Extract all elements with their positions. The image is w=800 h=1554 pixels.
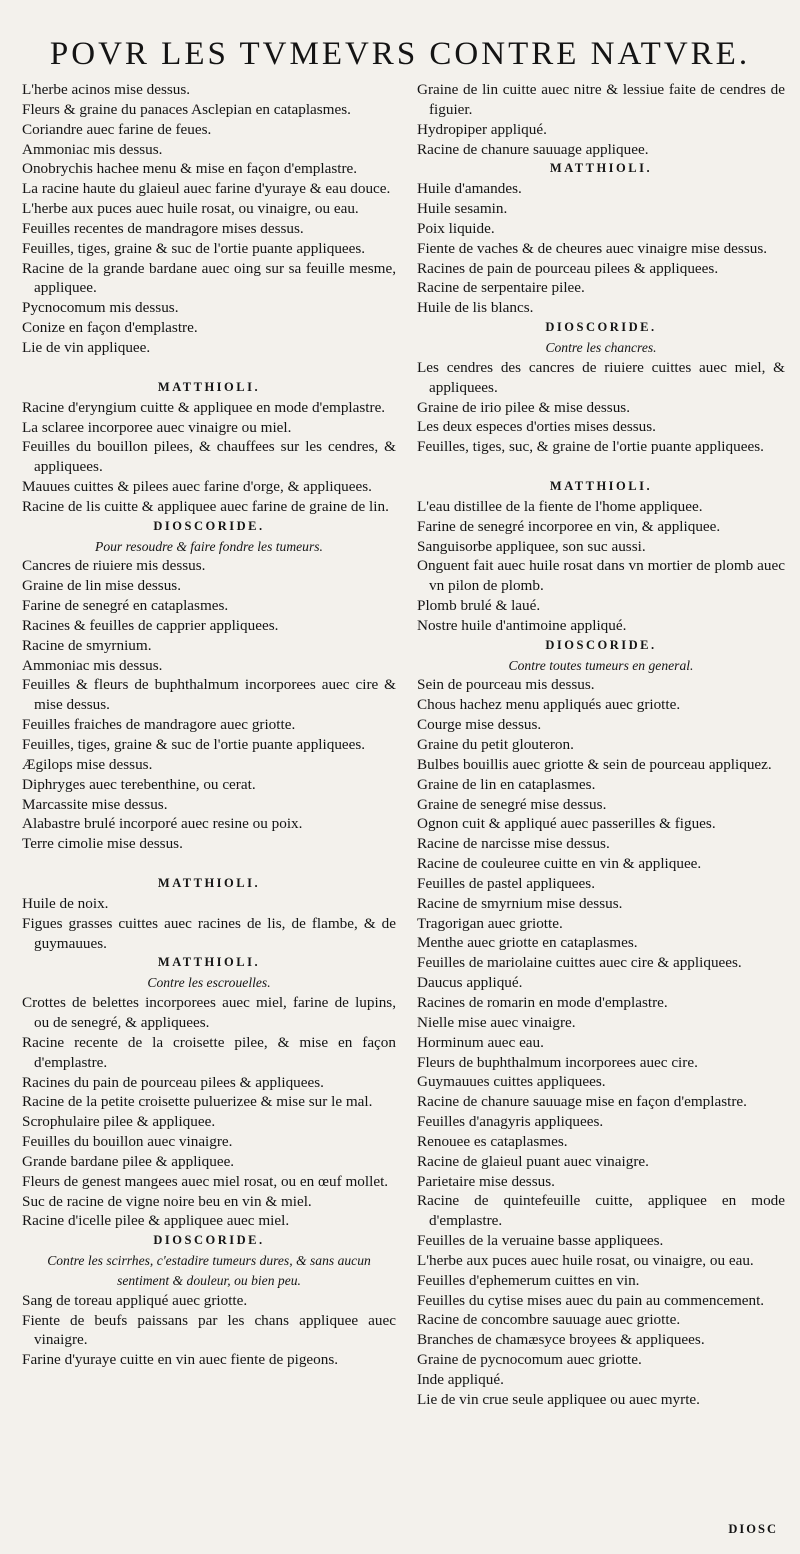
remedy-entry: Menthe auec griotte en cataplasmes. (417, 934, 638, 952)
section-heading: DIOSCORIDE. (153, 1233, 265, 1248)
remedy-entry: Alabastre brulé incorporé auec resine ou poix. (22, 815, 303, 833)
remedy-entry: Huile sesamin. (417, 200, 508, 218)
remedy-entry: Huile d'amandes. (417, 180, 522, 198)
remedy-entry: Graine de lin en cataplasmes. (417, 775, 596, 793)
remedy-entry: Ognon cuit & appliqué auec passerilles & figues. (417, 815, 716, 833)
remedy-entry: Racine de concombre sauuage auec griotte. (417, 1311, 681, 1329)
remedy-entry: Cancres de riuiere mis dessus. (22, 557, 206, 575)
remedy-entry: Racine de chanure sauuage mise en façon d'emplastre. (417, 1093, 747, 1111)
remedy-entry: Feuilles du bouillon pilees, & chauffees sur les cendres, & appliquees. (22, 438, 396, 476)
remedy-entry: Feuilles, tiges, suc, & graine de l'ortie puante appliquees. (417, 438, 764, 456)
remedy-entry: Les deux especes d'orties mises dessus. (417, 418, 656, 436)
section-gap (22, 854, 396, 874)
remedy-entry: Huile de lis blancs. (417, 299, 534, 317)
remedy-entry: Scrophulaire pilee & appliquee. (22, 1113, 216, 1131)
remedy-entry: Inde appliqué. (417, 1371, 504, 1388)
remedy-entry: Nostre huile d'antimoine appliqué. (417, 616, 627, 634)
section-subtitle: Pour resoudre & faire fondre les tumeurs. (95, 538, 323, 554)
remedy-entry: L'herbe aux puces auec huile rosat, ou vinaigre, ou eau. (22, 200, 359, 218)
remedy-entry: Graine de pycnocomum auec griotte. (417, 1351, 642, 1369)
remedy-entry: Racine d'eryngium cuitte & appliquee en mode d'emplastre. (22, 398, 386, 416)
remedy-entry: Huile de noix. (22, 894, 109, 912)
remedy-entry: Les cendres des cancres de riuiere cuittes auec miel, & appliquees. (417, 358, 785, 396)
remedy-entry: Sang de toreau appliqué auec griotte. (22, 1291, 248, 1309)
remedy-entry: Lie de vin appliquee. (22, 338, 151, 356)
remedy-entry: Marcassite mise dessus. (22, 795, 168, 813)
remedy-entry: Ammoniac mis dessus. (22, 656, 163, 674)
section-gap (417, 457, 785, 477)
remedy-entry: Figues grasses cuittes auec racines de lis, de flambe, & de guymauues. (22, 914, 396, 952)
remedy-entry: Racines & feuilles de capprier appliquees. (22, 616, 279, 634)
remedy-entry: Racine de smyrnium mise dessus. (417, 894, 623, 912)
section-subtitle: Contre les escrouelles. (147, 975, 271, 991)
catchword: DIOSC (728, 1522, 778, 1536)
section-heading: MATTHIOLI. (157, 955, 261, 970)
left-column (22, 80, 396, 1370)
remedy-entry: Racines du pain de pourceau pilees & appliquees. (22, 1073, 324, 1091)
remedy-entry: Farine de senegré en cataplasmes. (22, 597, 229, 615)
remedy-entry: Racine de glaieul puant auec vinaigre. (417, 1152, 649, 1170)
remedy-entry: Ammoniac mis dessus. (22, 140, 163, 158)
remedy-entry: Feuilles d'anagyris appliquees. (417, 1113, 604, 1131)
remedy-entry: L'eau distillee de la fiente de l'home appliquee. (417, 497, 703, 515)
section-heading: MATTHIOLI. (157, 379, 261, 394)
remedy-entry: Nielle mise auec vinaigre. (417, 1013, 576, 1031)
remedy-entry: Bulbes bouillis auec griotte & sein de pourceau appliquez. (417, 755, 772, 773)
remedy-entry: Tragorigan auec griotte. (417, 914, 563, 932)
remedy-entry: Racine d'icelle pilee & appliquee auec miel. (22, 1212, 290, 1230)
remedy-entry: Graine de lin mise dessus. (22, 577, 182, 595)
section-heading: MATTHIOLI. (549, 161, 653, 176)
section-gap (22, 358, 396, 378)
remedy-entry: Conize en façon d'emplastre. (22, 319, 198, 337)
remedy-entry: Fleurs & graine du panaces Asclepian en cataplasmes. (22, 100, 351, 118)
remedy-entry: Racine de la grande bardane auec oing sur sa feuille mesme, appliquee. (22, 259, 396, 297)
remedy-entry: Feuilles & fleurs de buphthalmum incorporees auec cire & mise dessus. (22, 676, 396, 714)
remedy-entry: Renouee es cataplasmes. (417, 1132, 568, 1150)
remedy-entry: Feuilles recentes de mandragore mises dessus. (22, 219, 304, 237)
remedy-entry: Feuilles de la veruaine basse appliquees. (417, 1232, 664, 1250)
remedy-entry: Courge mise dessus. (417, 716, 542, 734)
remedy-entry: Racine de serpentaire pilee. (417, 279, 585, 297)
remedy-entry: Coriandre auec farine de feues. (22, 120, 212, 138)
remedy-entry: Crottes de belettes incorporees auec miel, farine de lupins, ou de senegré, & appliquees. (22, 994, 396, 1031)
remedy-entry: Farine d'yuraye cuitte en vin auec fiente de pigeons. (22, 1351, 339, 1369)
remedy-entry: Racine de chanure sauuage appliquee. (417, 140, 649, 158)
remedy-entry: Feuilles fraiches de mandragore auec griotte. (22, 716, 296, 734)
remedy-entry: Feuilles d'ephemerum cuittes en vin. (417, 1271, 640, 1289)
remedy-entry: L'herbe acinos mise dessus. (22, 81, 191, 98)
remedy-entry: Fiente de vaches & de cheures auec vinaigre mise dessus. (417, 239, 768, 257)
remedy-entry: Suc de racine de vigne noire beu en vin & miel. (22, 1192, 312, 1210)
remedy-entry: Feuilles du cytise mises auec du pain au commencement. (417, 1291, 765, 1309)
remedy-entry: Feuilles, tiges, graine & suc de l'ortie puante appliquees. (22, 736, 366, 753)
section-heading: DIOSCORIDE. (545, 637, 657, 652)
remedy-entry: Racine de la petite croisette puluerizee & mise sur le mal. (22, 1093, 373, 1111)
remedy-entry: Ægilops mise dessus. (22, 755, 153, 773)
remedy-entry: La sclaree incorporee auec vinaigre ou miel. (22, 418, 292, 436)
remedy-entry: Diphryges auec terebenthine, ou cerat. (22, 775, 256, 793)
remedy-entry: L'herbe aux puces auec huile rosat, ou vinaigre, ou eau. (417, 1251, 754, 1269)
remedy-entry: Horminum auec eau. (417, 1033, 544, 1051)
section-subtitle: Contre les chancres. (545, 339, 657, 355)
remedy-entry: La racine haute du glaieul auec farine d'yuraye & eau douce. (22, 180, 391, 198)
remedy-entry: Poix liquide. (417, 219, 495, 237)
remedy-entry: Sanguisorbe appliquee, son suc aussi. (417, 537, 646, 555)
remedy-entry: Plomb brulé & laué. (417, 597, 541, 615)
remedy-entry: Racine de smyrnium. (22, 636, 152, 654)
remedy-entry: Guymauues cuittes appliquees. (417, 1073, 606, 1091)
remedy-entry: Graine de irio pilee & mise dessus. (417, 398, 630, 416)
remedy-entry: Feuilles de mariolaine cuittes auec cire & appliquees. (417, 954, 742, 972)
right-column (417, 80, 785, 1410)
remedy-entry: Lie de vin crue seule appliquee ou auec myrte. (417, 1390, 700, 1408)
section-heading: DIOSCORIDE. (153, 518, 265, 533)
remedy-entry: Racine de couleuree cuitte en vin & appliquee. (417, 855, 702, 873)
remedy-entry: Racine de quintefeuille cuitte, appliquee en mode d'emplastre. (417, 1192, 785, 1230)
remedy-entry: Grande bardane pilee & appliquee. (22, 1152, 235, 1170)
section-heading: MATTHIOLI. (157, 876, 261, 891)
remedy-entry: Graine de lin cuitte auec nitre & lessiue faite de cendres de figuier. (417, 81, 785, 118)
remedy-entry: Onguent fait auec huile rosat dans vn mortier de plomb auec vn pilon de plomb. (417, 557, 785, 595)
section-subtitle: Contre les scirrhes, c'estadire tumeurs dures, & sans aucun sentiment & douleur, ou bien peu. (47, 1253, 371, 1288)
remedy-entry: Onobrychis hachee menu & mise en façon d'emplastre. (22, 160, 358, 178)
remedy-entry: Graine du petit glouteron. (417, 736, 574, 753)
remedy-entry: Mauues cuittes & pilees auec farine d'orge, & appliquees. (22, 478, 372, 496)
remedy-entry: Sein de pourceau mis dessus. (417, 676, 595, 694)
remedy-entry: Hydropiper appliqué. (417, 120, 547, 138)
remedy-entry: Branches de chamæsyce broyees & appliquees. (417, 1331, 705, 1349)
remedy-entry: Racine de narcisse mise dessus. (417, 835, 610, 853)
remedy-entry: Fleurs de genest mangees auec miel rosat, ou en œuf mollet. (22, 1172, 389, 1190)
remedy-entry: Daucus appliqué. (417, 974, 523, 992)
section-heading: DIOSCORIDE. (545, 320, 657, 335)
remedy-entry: Feuilles du bouillon auec vinaigre. (22, 1133, 233, 1151)
remedy-entry: Fiente de beufs paissans par les chans appliquee auec vinaigre. (22, 1311, 396, 1349)
remedy-entry: Feuilles de pastel appliquees. (417, 874, 595, 892)
remedy-entry: Farine de senegré incorporee en vin, & appliquee. (417, 517, 721, 535)
section-subtitle: Contre toutes tumeurs en general. (508, 657, 694, 673)
remedy-entry: Feuilles, tiges, graine & suc de l'ortie puante appliquees. (22, 239, 366, 257)
remedy-entry: Parietaire mise dessus. (417, 1172, 555, 1190)
remedy-entry: Terre cimolie mise dessus. (22, 835, 183, 853)
remedy-entry: Racine recente de la croisette pilee, & mise en façon d'emplastre. (22, 1033, 396, 1071)
remedy-entry: Racines de pain de pourceau pilees & appliquees. (417, 259, 719, 277)
remedy-entry: Pycnocomum mis dessus. (22, 299, 179, 317)
page-title: POVR LES TVMEVRS CONTRE NATVRE. (49, 36, 751, 72)
remedy-entry: Graine de senegré mise dessus. (417, 795, 607, 813)
remedy-entry: Racines de romarin en mode d'emplastre. (417, 993, 668, 1011)
remedy-entry: Racine de lis cuitte & appliquee auec farine de graine de lin. (22, 497, 389, 515)
remedy-entry: Chous hachez menu appliqués auec griotte. (417, 696, 681, 714)
remedy-entry: Fleurs de buphthalmum incorporees auec cire. (417, 1053, 698, 1071)
section-heading: MATTHIOLI. (549, 479, 653, 494)
